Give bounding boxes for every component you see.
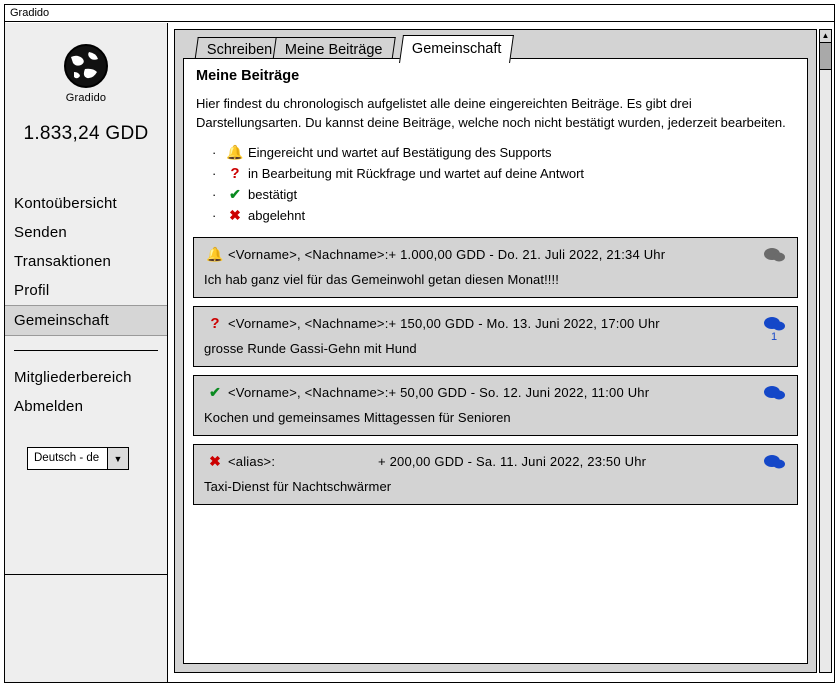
entry-header bbox=[194, 246, 797, 263]
comment-button[interactable] bbox=[761, 384, 787, 400]
entry-header bbox=[194, 453, 797, 470]
comment-icon bbox=[763, 384, 785, 401]
legend-label: bestätigt bbox=[248, 187, 298, 202]
tab-meine-beitraege-label: Meine Beiträge bbox=[284, 42, 383, 58]
entry-text: grosse Runde Gassi-Gehn mit Hund bbox=[204, 341, 417, 356]
tab-schreiben-label: Schreiben bbox=[206, 42, 273, 58]
entry-author: <Vorname>, <Nachname>: bbox=[228, 316, 389, 331]
sidebar bbox=[5, 23, 168, 682]
entry-author: <Vorname>, <Nachname>: bbox=[228, 247, 389, 262]
entry-author: <alias>: bbox=[228, 454, 276, 469]
list-item[interactable] bbox=[193, 375, 798, 436]
entry-header bbox=[194, 315, 797, 332]
sidebar-inner bbox=[5, 23, 167, 575]
entry-amount-date: + 1.000,00 GDD - Do. 21. Juli 2022, 21:34 Uhr bbox=[388, 247, 666, 262]
cross-icon: ✖ bbox=[229, 207, 241, 223]
legend-item bbox=[212, 186, 807, 203]
language-select[interactable] bbox=[27, 447, 129, 470]
bell-icon: 🔔 bbox=[226, 144, 244, 160]
sidebar-item-gemeinschaft[interactable]: Gemeinschaft bbox=[5, 305, 167, 336]
bullet-icon: · bbox=[212, 187, 217, 202]
content-panel bbox=[174, 29, 817, 673]
language-value: Deutsch - de bbox=[34, 452, 100, 464]
balance-amount: 1.833,24 GDD bbox=[23, 123, 149, 144]
sidebar-item-transaktionen[interactable]: Transaktionen bbox=[14, 253, 112, 270]
sidebar-item-senden[interactable]: Senden bbox=[14, 224, 67, 241]
bullet-icon: · bbox=[212, 145, 217, 160]
entry-text: Kochen und gemeinsames Mittagessen für Senioren bbox=[204, 410, 511, 425]
entry-amount-date: + 50,00 GDD - So. 12. Juni 2022, 11:00 Uhr bbox=[388, 385, 650, 400]
page-title: Meine Beiträge bbox=[196, 68, 300, 84]
window-body bbox=[5, 23, 834, 682]
sidebar-item-mitgliederbereich[interactable]: Mitgliederbereich bbox=[14, 369, 132, 386]
entry-header bbox=[194, 384, 797, 401]
legend-item bbox=[212, 207, 807, 224]
main-area bbox=[168, 23, 834, 682]
bell-icon: 🔔 bbox=[206, 246, 224, 262]
comment-button[interactable] bbox=[761, 453, 787, 469]
tab-gemeinschaft-label: Gemeinschaft bbox=[411, 41, 502, 57]
intro-text: Hier findest du chronologisch aufgelistet alle deine eingereichten Beiträge. Es gibt drei Darstellungsarten. Du kannst deine Beiträge, welche noch nicht bestätigt wurden, jederzeit bearbeiten. bbox=[196, 96, 786, 130]
logo-area bbox=[5, 23, 167, 104]
sidebar-item-abmelden[interactable]: Abmelden bbox=[14, 398, 84, 415]
entry-author: <Vorname>, <Nachname>: bbox=[228, 385, 389, 400]
sidebar-item-kontouebersicht[interactable]: Kontoübersicht bbox=[14, 195, 117, 212]
bullet-icon: · bbox=[212, 208, 217, 223]
comment-icon bbox=[763, 246, 785, 263]
scroll-up-icon[interactable]: ▲ bbox=[820, 30, 831, 43]
scrollbar-thumb[interactable] bbox=[820, 43, 831, 70]
window-titlebar bbox=[5, 5, 834, 22]
legend-label: in Bearbeitung mit Rückfrage und wartet auf deine Antwort bbox=[248, 166, 585, 181]
check-icon: ✔ bbox=[229, 186, 241, 202]
comment-count: 1 bbox=[770, 331, 778, 343]
legend-label: Eingereicht und wartet auf Bestätigung des Supports bbox=[248, 145, 552, 160]
comment-icon bbox=[763, 453, 785, 470]
sidebar-item-profil[interactable]: Profil bbox=[14, 282, 50, 299]
entry-text: Ich hab ganz viel für das Gemeinwohl getan diesen Monat!!!! bbox=[204, 272, 559, 287]
comment-button[interactable] bbox=[761, 246, 787, 262]
bullet-icon: · bbox=[212, 166, 217, 181]
entry-text: Taxi-Dienst für Nachtschwärmer bbox=[204, 479, 392, 494]
question-mark-icon: ? bbox=[210, 315, 220, 332]
logo-label: Gradido bbox=[65, 92, 107, 104]
sidebar-divider bbox=[14, 350, 158, 351]
list-item[interactable] bbox=[193, 237, 798, 298]
app-window bbox=[4, 4, 835, 683]
check-icon: ✔ bbox=[209, 384, 221, 400]
list-item[interactable] bbox=[193, 444, 798, 505]
language-selector-wrap bbox=[27, 447, 167, 470]
question-mark-icon: ? bbox=[230, 165, 240, 182]
entry-amount-date: + 150,00 GDD - Mo. 13. Juni 2022, 17:00 Uhr bbox=[388, 316, 660, 331]
entry-amount-date: + 200,00 GDD - Sa. 11. Juni 2022, 23:50 Uhr bbox=[378, 454, 647, 469]
list-item[interactable] bbox=[193, 306, 798, 367]
contribution-list bbox=[193, 237, 798, 505]
vertical-scrollbar[interactable] bbox=[819, 29, 832, 673]
tab-gemeinschaft[interactable] bbox=[399, 35, 514, 63]
window-title: Gradido bbox=[10, 7, 50, 19]
legend-item bbox=[212, 165, 807, 182]
globe-icon bbox=[63, 43, 109, 89]
status-legend bbox=[212, 144, 807, 224]
tab-content bbox=[183, 58, 808, 664]
comment-button[interactable] bbox=[761, 315, 787, 343]
comment-icon bbox=[763, 315, 785, 332]
legend-label: abgelehnt bbox=[248, 208, 306, 223]
legend-item bbox=[212, 144, 807, 161]
chevron-down-icon[interactable]: ▼ bbox=[107, 448, 128, 469]
sidebar-nav bbox=[5, 189, 167, 421]
cross-icon: ✖ bbox=[209, 453, 221, 469]
